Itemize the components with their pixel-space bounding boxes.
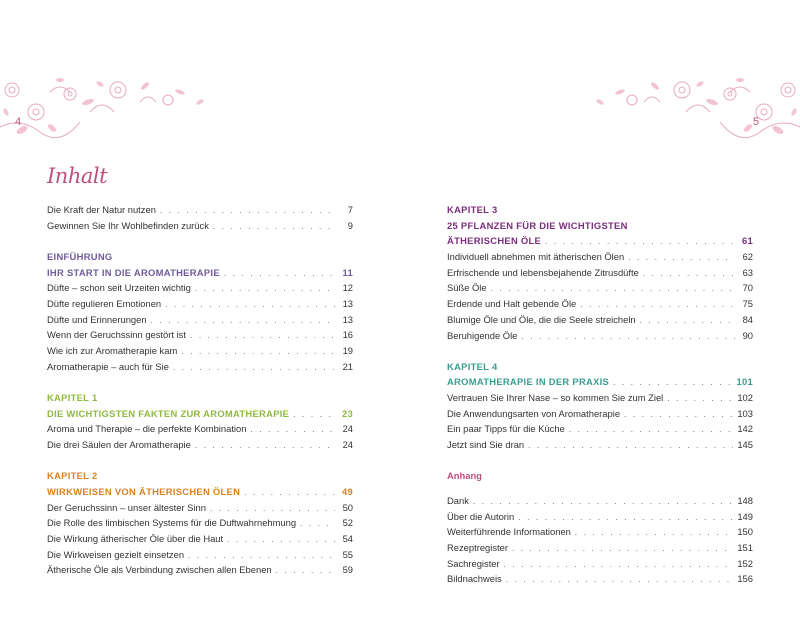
toc-entry[interactable]: [447, 437, 753, 453]
chapter-title-label: WIRKWEISEN VON ÄTHERISCHEN ÖLEN: [47, 485, 241, 497]
toc-entry[interactable]: [47, 296, 353, 312]
leader-dots: [613, 375, 732, 391]
toc-entry[interactable]: [47, 343, 353, 359]
toc-entry-label: Düfte regulieren Emotionen: [47, 297, 162, 309]
toc-entry-label: Rezeptregister: [447, 542, 508, 554]
leader-dots: [173, 360, 335, 376]
leader-dots: [188, 548, 335, 564]
toc-entry-label: Jetzt sind Sie dran: [447, 439, 525, 451]
toc-entry-label: Sachregister: [447, 557, 500, 569]
section-heading-anhang: Anhang: [447, 470, 482, 482]
toc-entry[interactable]: [47, 202, 353, 218]
toc-entry-label: Individuell abnehmen mit ätherischen Ölen: [447, 251, 625, 263]
leader-dots: [300, 516, 335, 532]
toc-entry[interactable]: [47, 562, 353, 578]
leader-dots: [667, 391, 733, 407]
toc-entry-label: Dank: [447, 495, 469, 506]
toc-entry-page: 70: [742, 282, 753, 294]
toc-entry[interactable]: [47, 515, 353, 531]
toc-entry-label: Der Geruchssinn – unser ältester Sinn: [47, 501, 206, 513]
section-heading-kapitel-2: KAPITEL 2: [47, 470, 98, 482]
leader-dots: [569, 422, 734, 438]
toc-entry-label: Erfrischende und lebensbejahende Zitrusdüfte: [447, 266, 639, 278]
toc-entry-label: Die Kraft der Natur nutzen: [47, 204, 156, 215]
toc-entry[interactable]: [447, 390, 753, 406]
toc-entry[interactable]: [447, 540, 753, 556]
toc-entry[interactable]: [47, 547, 353, 563]
toc-entry[interactable]: [447, 280, 753, 296]
page-number-left: 4: [15, 116, 22, 128]
toc-entry-page: 7: [347, 204, 353, 215]
chapter-title-kapitel-3-line1[interactable]: 25 PFLANZEN FÜR DIE WICHTIGSTEN: [447, 219, 628, 231]
toc-entry-page: 145: [737, 439, 753, 451]
leader-dots: [473, 494, 733, 510]
leader-dots: [504, 557, 734, 573]
toc-entry-page: 103: [737, 407, 753, 419]
toc-entry-label: Beruhigende Öle: [447, 329, 518, 341]
toc-left-column: [47, 202, 353, 578]
toc-entry-page: 24: [342, 438, 353, 450]
toc-entry-label: Ein paar Tipps für die Küche: [447, 423, 565, 435]
leader-dots: [250, 422, 335, 438]
leader-dots: [628, 250, 735, 266]
toc-entry-label: Weiterführende Informationen: [447, 526, 571, 538]
toc-entry-label: Wenn der Geruchssinn gestört ist: [47, 329, 186, 341]
toc-entry-page: 9: [347, 219, 353, 231]
toc-entry-label: Gewinnen Sie Ihr Wohlbefinden zurück: [47, 219, 209, 231]
toc-entry-page: 102: [737, 392, 753, 404]
leader-dots: [575, 525, 733, 541]
toc-entry-page: 19: [342, 345, 353, 356]
toc-entry[interactable]: [47, 327, 353, 343]
toc-entry-label: Düfte und Erinnerungen: [47, 313, 147, 325]
toc-entry-page: 59: [342, 564, 353, 576]
leader-dots: [293, 407, 335, 423]
leader-dots: [160, 203, 335, 219]
toc-entry-page: 75: [742, 298, 753, 310]
toc-entry[interactable]: [47, 218, 353, 234]
toc-entry[interactable]: [447, 312, 753, 328]
leader-dots: [195, 281, 335, 297]
toc-entry-page: 16: [342, 329, 353, 341]
chapter-title-label: IHR START IN DIE AROMATHERAPIE: [47, 266, 220, 278]
toc-right-column: [447, 202, 753, 587]
chapter-title-page: 11: [342, 266, 353, 278]
leader-dots: [165, 297, 335, 313]
toc-entry-page: 63: [742, 266, 753, 278]
toc-entry-page: 62: [742, 251, 753, 263]
page-title: Inhalt: [47, 164, 108, 188]
section-heading-einfuehrung: EINFÜHRUNG: [47, 250, 113, 262]
floral-ornament-left-icon: [0, 72, 210, 152]
toc-entry-label: Ätherische Öle als Verbindung zwischen allen Ebenen: [47, 564, 272, 576]
toc-entry[interactable]: [447, 556, 753, 572]
chapter-title-kapitel-2[interactable]: [47, 484, 353, 500]
leader-dots: [213, 219, 335, 235]
toc-entry[interactable]: [47, 531, 353, 547]
floral-ornament-right-icon: [590, 72, 800, 152]
leader-dots: [580, 297, 735, 313]
section-heading-kapitel-1: KAPITEL 1: [47, 391, 98, 403]
toc-entry-label: Süße Öle: [447, 282, 487, 294]
leader-dots: [276, 563, 335, 579]
toc-entry-page: 50: [342, 501, 353, 513]
section-heading-kapitel-3: KAPITEL 3: [447, 204, 498, 215]
toc-entry-label: Blumige Öle und Öle, die die Seele streicheln: [447, 313, 636, 325]
toc-entry-page: 13: [342, 297, 353, 309]
toc-entry-page: 52: [342, 517, 353, 529]
toc-entry-label: Wie ich zur Aromatherapie kam: [47, 345, 178, 356]
leader-dots: [244, 485, 335, 501]
leader-dots: [210, 501, 335, 517]
toc-entry-label: Die Wirkweisen gezielt einsetzen: [47, 548, 185, 560]
right-page: [400, 0, 800, 640]
toc-entry-label: Über die Autorin: [447, 510, 515, 522]
toc-entry[interactable]: [47, 359, 353, 375]
leader-dots: [545, 234, 735, 250]
toc-entry[interactable]: [447, 328, 753, 344]
page-number-right: 5: [753, 116, 760, 128]
toc-entry-label: Vertrauen Sie Ihrer Nase – so kommen Sie zum Ziel: [447, 392, 664, 404]
toc-entry-page: 13: [342, 313, 353, 325]
toc-entry[interactable]: [47, 421, 353, 437]
leader-dots: [506, 572, 734, 588]
toc-entry-label: Die Rolle des limbischen Systems für die Duftwahrnehmung: [47, 517, 297, 529]
toc-entry-page: 24: [342, 423, 353, 435]
toc-entry[interactable]: [447, 406, 753, 422]
toc-entry-page: 151: [737, 542, 753, 554]
toc-entry[interactable]: [47, 437, 353, 453]
toc-entry-page: 156: [737, 573, 753, 585]
toc-entry-label: Bildnachweis: [447, 573, 502, 585]
toc-entry[interactable]: [447, 421, 753, 437]
toc-entry-label: Düfte – schon seit Urzeiten wichtig: [47, 282, 191, 294]
toc-entry[interactable]: [447, 509, 753, 525]
toc-entry[interactable]: [447, 524, 753, 540]
toc-entry-page: 150: [737, 526, 753, 538]
toc-entry-page: 21: [342, 360, 353, 372]
chapter-title-label: DIE WICHTIGSTEN FAKTEN ZUR AROMATHERAPIE: [47, 407, 290, 419]
toc-entry[interactable]: [447, 249, 753, 265]
toc-entry[interactable]: [47, 280, 353, 296]
leader-dots: [624, 407, 733, 423]
toc-entry-page: 152: [737, 557, 753, 569]
leader-dots: [643, 266, 735, 282]
chapter-title-kapitel-1[interactable]: [47, 406, 353, 422]
chapter-title-page: 23: [341, 407, 353, 419]
toc-entry-label: Die drei Säulen der Aromatherapie: [47, 438, 191, 450]
leader-dots: [195, 438, 335, 454]
toc-entry[interactable]: [447, 493, 753, 509]
leader-dots: [151, 313, 335, 329]
leader-dots: [227, 532, 335, 548]
chapter-title-einfuehrung[interactable]: [47, 265, 353, 281]
leader-dots: [491, 281, 735, 297]
chapter-title-label: ÄTHERISCHEN ÖLE: [447, 235, 542, 247]
leader-dots: [190, 328, 335, 344]
toc-entry[interactable]: [447, 265, 753, 281]
leader-dots: [640, 313, 735, 329]
chapter-title-page: 61: [741, 235, 753, 247]
toc-entry-page: 149: [737, 510, 753, 522]
toc-entry-label: Die Wirkung ätherischer Öle über die Haut: [47, 532, 224, 544]
chapter-title-label: AROMATHERAPIE IN DER PRAXIS: [447, 376, 610, 388]
toc-entry-page: 84: [742, 313, 753, 325]
toc-entry-page: 55: [342, 548, 353, 560]
toc-entry[interactable]: [47, 500, 353, 516]
leader-dots: [528, 438, 733, 454]
chapter-title-kapitel-3[interactable]: [447, 233, 753, 249]
leader-dots: [521, 329, 735, 345]
toc-entry-page: 12: [342, 282, 353, 294]
toc-entry[interactable]: [47, 312, 353, 328]
toc-entry-label: Aromatherapie – auch für Sie: [47, 360, 169, 372]
toc-entry-page: 54: [342, 532, 353, 544]
section-heading-kapitel-4: KAPITEL 4: [447, 360, 498, 372]
chapter-title-kapitel-4[interactable]: [447, 374, 753, 390]
toc-entry-page: 142: [737, 423, 753, 435]
toc-entry-label: Die Anwendungsarten von Aromatherapie: [447, 407, 621, 419]
toc-entry-label: Aroma und Therapie – die perfekte Kombination: [47, 423, 247, 435]
toc-entry-label: Erdende und Halt gebende Öle: [447, 298, 577, 310]
toc-entry[interactable]: [447, 571, 753, 587]
toc-entry-page: 148: [737, 495, 753, 506]
leader-dots: [181, 344, 335, 360]
chapter-title-page: 101: [736, 376, 753, 388]
leader-dots: [224, 266, 335, 282]
chapter-title-page: 49: [341, 485, 353, 497]
toc-entry[interactable]: [447, 296, 753, 312]
leader-dots: [518, 510, 733, 526]
leader-dots: [512, 541, 733, 557]
toc-entry-page: 90: [742, 329, 753, 341]
